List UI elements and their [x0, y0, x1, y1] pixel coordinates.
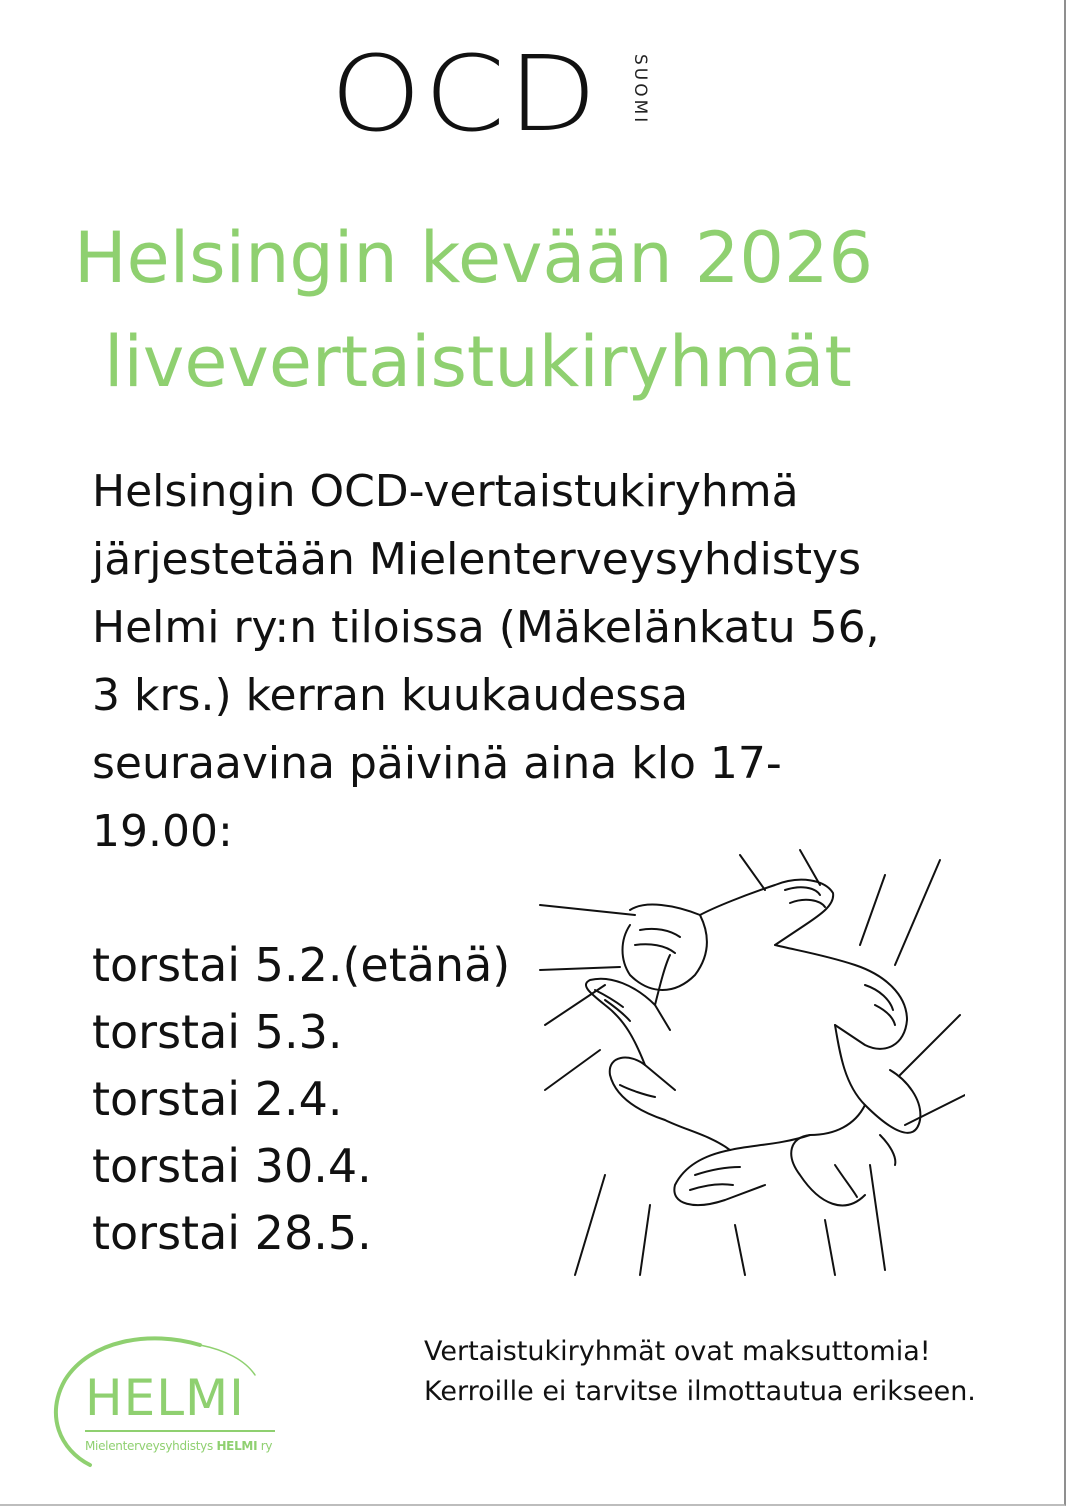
helmi-logo-subtitle: Mielenterveysyhdistys HELMI ry	[85, 1439, 273, 1453]
title-line-1: Helsingin kevään 2026	[74, 217, 874, 299]
ocd-logo-suomi: SUOMI	[630, 54, 650, 126]
helmi-logo-divider	[85, 1430, 275, 1432]
intro-paragraph	[92, 458, 972, 866]
helmi-logo-name: HELMI	[85, 1369, 245, 1427]
ocd-logo-text: OCD	[330, 33, 600, 155]
helmi-logo	[50, 1335, 290, 1470]
date-list	[92, 932, 510, 1267]
intro-line: Helsingin OCD-vertaistukiryhmä	[92, 466, 799, 517]
joined-hands-circle-illustration	[535, 845, 965, 1280]
intro-line: 3 krs.) kerran kuukaudessa	[92, 670, 689, 721]
footer-note	[424, 1332, 976, 1412]
date-item: torstai 30.4.	[92, 1139, 372, 1193]
title-line-2: livevertaistukiryhmät	[104, 321, 852, 403]
ocd-suomi-logo	[330, 33, 670, 160]
footer-line-2: Kerroille ei tarvitse ilmottautua erikseen.	[424, 1376, 976, 1407]
intro-line: 19.00:	[92, 806, 233, 857]
footer-line-1: Vertaistukiryhmät ovat maksuttomia!	[424, 1336, 931, 1367]
date-item: torstai 5.3.	[92, 1005, 343, 1059]
date-item: torstai 2.4.	[92, 1072, 343, 1126]
date-item: torstai 5.2.(etänä)	[92, 938, 511, 992]
intro-line: seuraavina päivinä aina klo 17-	[92, 738, 782, 789]
intro-line: järjestetään Mielenterveysyhdistys	[92, 534, 862, 585]
page-title	[74, 206, 974, 414]
intro-line: Helmi ry:n tiloissa (Mäkelänkatu 56,	[92, 602, 880, 653]
date-item: torstai 28.5.	[92, 1206, 372, 1260]
